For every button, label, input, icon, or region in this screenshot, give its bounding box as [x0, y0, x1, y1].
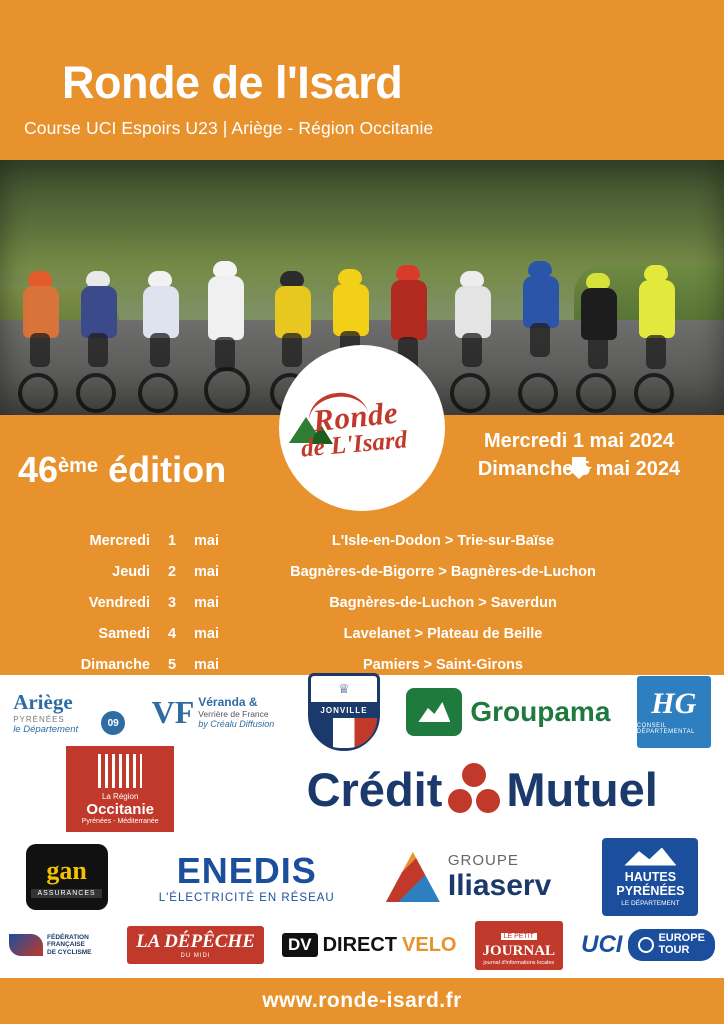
stage-date-number: 2 — [167, 563, 177, 580]
stage-date-number: 1 — [167, 532, 177, 549]
sponsor-gan-sub: ASSURANCES — [31, 889, 101, 898]
sponsor-veranda-sub: Verrière de France — [198, 709, 269, 719]
sponsor-jonville-flag — [311, 718, 377, 748]
edition-suffix: ème — [58, 455, 99, 477]
edition-word: édition — [108, 449, 227, 490]
sponsor-veranda — [152, 682, 282, 742]
ffc-icon — [9, 934, 43, 956]
stage-route: Bagnères-de-Luchon > Saverdun — [329, 594, 557, 611]
iliaserv-icon — [386, 852, 440, 902]
sponsor-ffc-line3: DE CYCLISME — [47, 948, 92, 956]
stage-month: mai — [194, 625, 219, 642]
sponsor-ariege-name: Ariège — [13, 689, 73, 714]
stage-route: Pamiers > Saint-Girons — [363, 656, 523, 673]
crown-icon: ♕ — [338, 681, 350, 696]
sponsor-depeche-name: LA DÉPÊCHE — [136, 931, 255, 952]
stage-row — [0, 556, 724, 587]
sponsor-haute-garonne — [637, 676, 711, 748]
stage-month: mai — [194, 656, 219, 673]
edition-label — [18, 449, 226, 491]
page-subtitle: Course UCI Espoirs U23 | Ariège - Région Occitanie — [24, 118, 434, 138]
sponsor-row-2 — [0, 743, 724, 835]
date-start: Mercredi 1 mai 2024 — [483, 430, 675, 452]
sponsor-uci-tour1: EUROPE — [658, 932, 705, 945]
sponsor-uci-tour2: TOUR — [658, 944, 690, 956]
sponsor-ariege-dept: le Département — [13, 723, 79, 735]
stage-month: mai — [194, 594, 219, 611]
stage-date-number: 4 — [167, 625, 177, 642]
footer-bar — [0, 978, 724, 1024]
sponsor-iliaserv — [386, 852, 551, 903]
sponsor-enedis-sub: L'ÉLECTRICITÉ EN RÉSEAU — [158, 892, 335, 904]
stage-row — [0, 525, 724, 556]
sponsor-dv-word2: VELO — [402, 933, 457, 956]
stage-day: Mercredi — [89, 532, 150, 549]
sponsor-pj-line2: JOURNAL — [482, 942, 556, 959]
credit-mutuel-icon — [448, 763, 500, 815]
sponsor-hg-mark: HG — [651, 686, 697, 720]
website-url[interactable]: www.ronde-isard.fr — [262, 989, 462, 1012]
stage-month: mai — [194, 563, 219, 580]
sponsor-pj-line3: journal d'informations locales — [483, 959, 555, 966]
sponsor-enedis — [159, 850, 335, 904]
sponsor-ariege — [13, 683, 125, 741]
stage-date-number: 5 — [167, 656, 177, 673]
sponsor-enedis-name: ENEDIS — [176, 850, 317, 891]
poster-header — [0, 0, 724, 160]
stage-day: Jeudi — [112, 563, 150, 580]
sponsor-iliaserv-name: Iliaserv — [447, 868, 552, 902]
edition-number: 46 — [18, 449, 59, 490]
sponsor-uci-europe-tour — [581, 929, 715, 960]
header-arrow-shape — [500, 40, 560, 120]
stage-route: Bagnères-de-Bigorre > Bagnères-de-Luchon — [290, 563, 596, 580]
sponsor-directvelo — [282, 933, 457, 957]
race-logo-mark — [287, 393, 437, 463]
stage-day: Vendredi — [88, 594, 150, 611]
date-range — [434, 429, 724, 481]
page-title: Ronde de l'Isard — [62, 57, 403, 108]
occitanie-icon — [98, 754, 142, 788]
sponsor-credit-mutuel — [307, 762, 658, 817]
sponsor-depeche-sub: DU MIDI — [180, 953, 211, 959]
sponsor-occitanie-line3: Pyrénées - Méditerranée — [81, 817, 159, 825]
sponsor-gan — [26, 844, 108, 910]
race-logo-word2: de L'Isard — [299, 426, 409, 463]
mountain-icon — [624, 848, 676, 866]
race-logo-word1: Ronde — [311, 394, 400, 439]
stage-row — [0, 618, 724, 649]
date-end: Dimanche 5 mai 2024 — [477, 458, 681, 480]
stage-row — [0, 587, 724, 618]
sponsor-petit-journal — [475, 921, 564, 970]
sponsor-groupama — [406, 688, 610, 736]
stage-route: L'Isle-en-Dodon > Trie-sur-Baïse — [331, 532, 555, 549]
sponsor-hautes-pyrenees — [602, 838, 698, 916]
sponsor-hp-line2: PYRÉNÉES — [616, 883, 685, 898]
sponsor-row-4 — [0, 919, 724, 971]
sponsor-veranda-by: by Créalu Diffusion — [198, 719, 275, 729]
sponsor-hg-sub: CONSEIL DÉPARTEMENTAL — [636, 722, 695, 735]
groupama-icon — [406, 688, 462, 736]
sponsor-ffc-line1: FÉDÉRATION — [47, 933, 89, 941]
sponsor-dv-badge: DV — [282, 933, 318, 957]
sponsor-occitanie-line2: Occitanie — [86, 800, 154, 818]
sponsor-hp-line3: LE DÉPARTEMENT — [621, 899, 680, 907]
sponsor-iliaserv-group: GROUPE — [447, 851, 519, 869]
sponsor-cm-word2: Mutuel — [506, 762, 658, 816]
stage-date-number: 3 — [167, 594, 177, 611]
sponsor-ariege-badge: 09 — [101, 711, 125, 735]
sponsor-veranda-mark: VF — [151, 693, 195, 730]
sponsor-jonville-name: JONVILLE — [311, 702, 377, 718]
sponsor-ffc — [9, 927, 109, 963]
stage-day: Samedi — [98, 625, 150, 642]
sponsor-occitanie-line1: La Région — [101, 791, 139, 801]
sponsor-dv-word1: DIRECT — [322, 933, 398, 956]
sponsor-jonville — [308, 673, 380, 751]
sponsor-ariege-sub: PYRÉNÉES — [13, 714, 65, 724]
sponsor-occitanie — [66, 746, 174, 832]
sponsor-row-3 — [0, 835, 724, 919]
sponsor-cm-word1: Crédit — [306, 762, 443, 816]
sponsor-veranda-title: Véranda & — [198, 695, 258, 709]
sponsor-row-1 — [0, 681, 724, 743]
sponsor-hp-line1: HAUTES — [624, 869, 677, 884]
sponsor-la-depeche — [127, 926, 264, 964]
stage-list — [0, 525, 724, 680]
stage-day: Dimanche — [80, 656, 150, 673]
sponsor-pj-line1: LE PETIT — [501, 933, 537, 940]
sponsor-section — [0, 675, 724, 984]
stage-month: mai — [194, 532, 219, 549]
sponsor-ffc-line2: FRANÇAISE — [47, 941, 85, 949]
sponsor-groupama-name: Groupama — [470, 696, 611, 727]
sponsor-uci-name: UCI — [581, 931, 623, 958]
globe-icon — [638, 937, 654, 953]
stage-route: Lavelanet > Plateau de Beille — [343, 625, 543, 642]
race-logo — [279, 345, 445, 511]
sponsor-gan-name: gan — [46, 856, 87, 885]
